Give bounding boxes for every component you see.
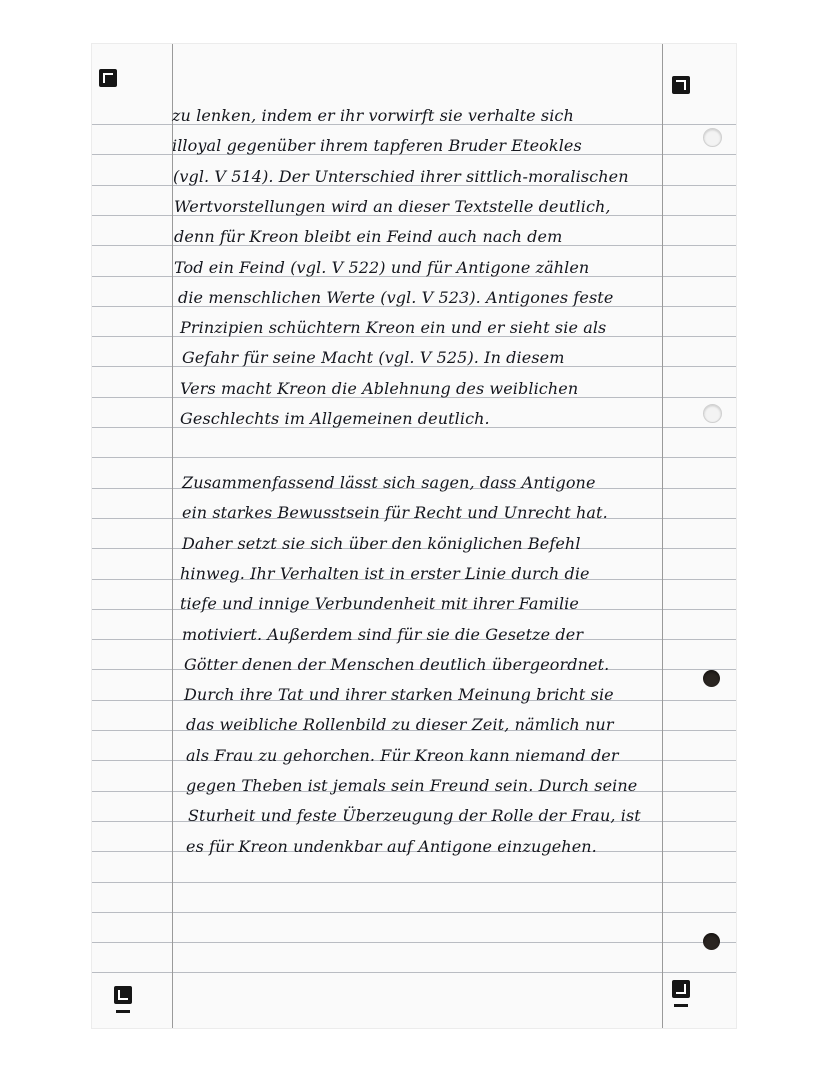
handwritten-line: gegen Theben ist jemals sein Freund sein. Durch seine <box>186 776 638 795</box>
handwritten-line: Geschlechts im Allgemeinen deutlich. <box>180 409 490 428</box>
handwritten-line: zu lenken, indem er ihr vorwirft sie verhalte sich <box>172 106 574 125</box>
handwritten-line: es für Kreon undenkbar auf Antigone einzugehen. <box>186 836 597 856</box>
corner-marker-top-right-icon <box>672 76 690 94</box>
corner-marker-bottom-right-icon <box>672 980 690 998</box>
handwritten-line: das weibliche Rollenbild zu dieser Zeit, nämlich nur <box>186 715 614 735</box>
handwritten-line: Prinzipien schüchtern Kreon ein und er sieht sie als <box>180 318 607 338</box>
left-margin-line <box>172 44 173 1028</box>
corner-marker-bottom-left-icon <box>114 986 132 1004</box>
ruled-line <box>92 457 736 458</box>
handwritten-line: tiefe und innige Verbundenheit mit ihrer Familie <box>180 594 579 614</box>
handwritten-line: Zusammenfassend lässt sich sagen, dass Antigone <box>182 473 596 492</box>
right-margin-line <box>662 44 663 1028</box>
handwritten-line: Sturheit und feste Überzeugung der Rolle der Frau, ist <box>188 806 641 826</box>
punch-hole-icon <box>703 933 720 950</box>
handwritten-line: Tod ein Feind (vgl. V 522) und für Antigone zählen <box>174 257 590 277</box>
handwritten-line: denn für Kreon bleibt ein Feind auch nach dem <box>174 227 563 247</box>
handwritten-line: Gefahr für seine Macht (vgl. V 525). In diesem <box>182 348 565 368</box>
handwritten-line: Wertvorstellungen wird an dieser Textstelle deutlich, <box>174 196 611 216</box>
corner-marker-top-left-icon <box>99 69 117 87</box>
handwritten-line: ein starkes Bewusstsein für Recht und Unrecht hat. <box>182 503 608 523</box>
handwritten-line: Durch ihre Tat und ihrer starken Meinung bricht sie <box>184 685 614 705</box>
corner-marker-bottom-left-tick-icon <box>116 1010 130 1013</box>
ruled-line <box>92 882 736 883</box>
handwritten-line: als Frau zu gehorchen. Für Kreon kann niemand der <box>186 745 619 765</box>
handwritten-line: Daher setzt sie sich über den königlichen Befehl <box>182 533 581 553</box>
handwritten-line: Götter denen der Menschen deutlich übergeordnet. <box>184 654 610 674</box>
handwritten-line: Vers macht Kreon die Ablehnung des weiblichen <box>180 378 579 398</box>
ruled-line <box>92 942 736 943</box>
punch-hole-icon <box>703 670 720 687</box>
handwritten-line: motiviert. Außerdem sind für sie die Gesetze der <box>182 624 584 644</box>
handwritten-line: die menschlichen Werte (vgl. V 523). Antigones feste <box>178 287 614 307</box>
corner-marker-bottom-right-tick-icon <box>674 1004 688 1007</box>
punch-hole-icon <box>703 128 722 147</box>
ruled-line <box>92 972 736 973</box>
ruled-line <box>92 912 736 913</box>
punch-hole-icon <box>703 404 722 423</box>
handwritten-line: illoyal gegenüber ihrem tapferen Bruder Eteokles <box>172 136 582 156</box>
handwritten-line: hinweg. Ihr Verhalten ist in erster Linie durch die <box>180 563 590 583</box>
handwritten-line: (vgl. V 514). Der Unterschied ihrer sittlich-moralischen <box>173 166 629 186</box>
